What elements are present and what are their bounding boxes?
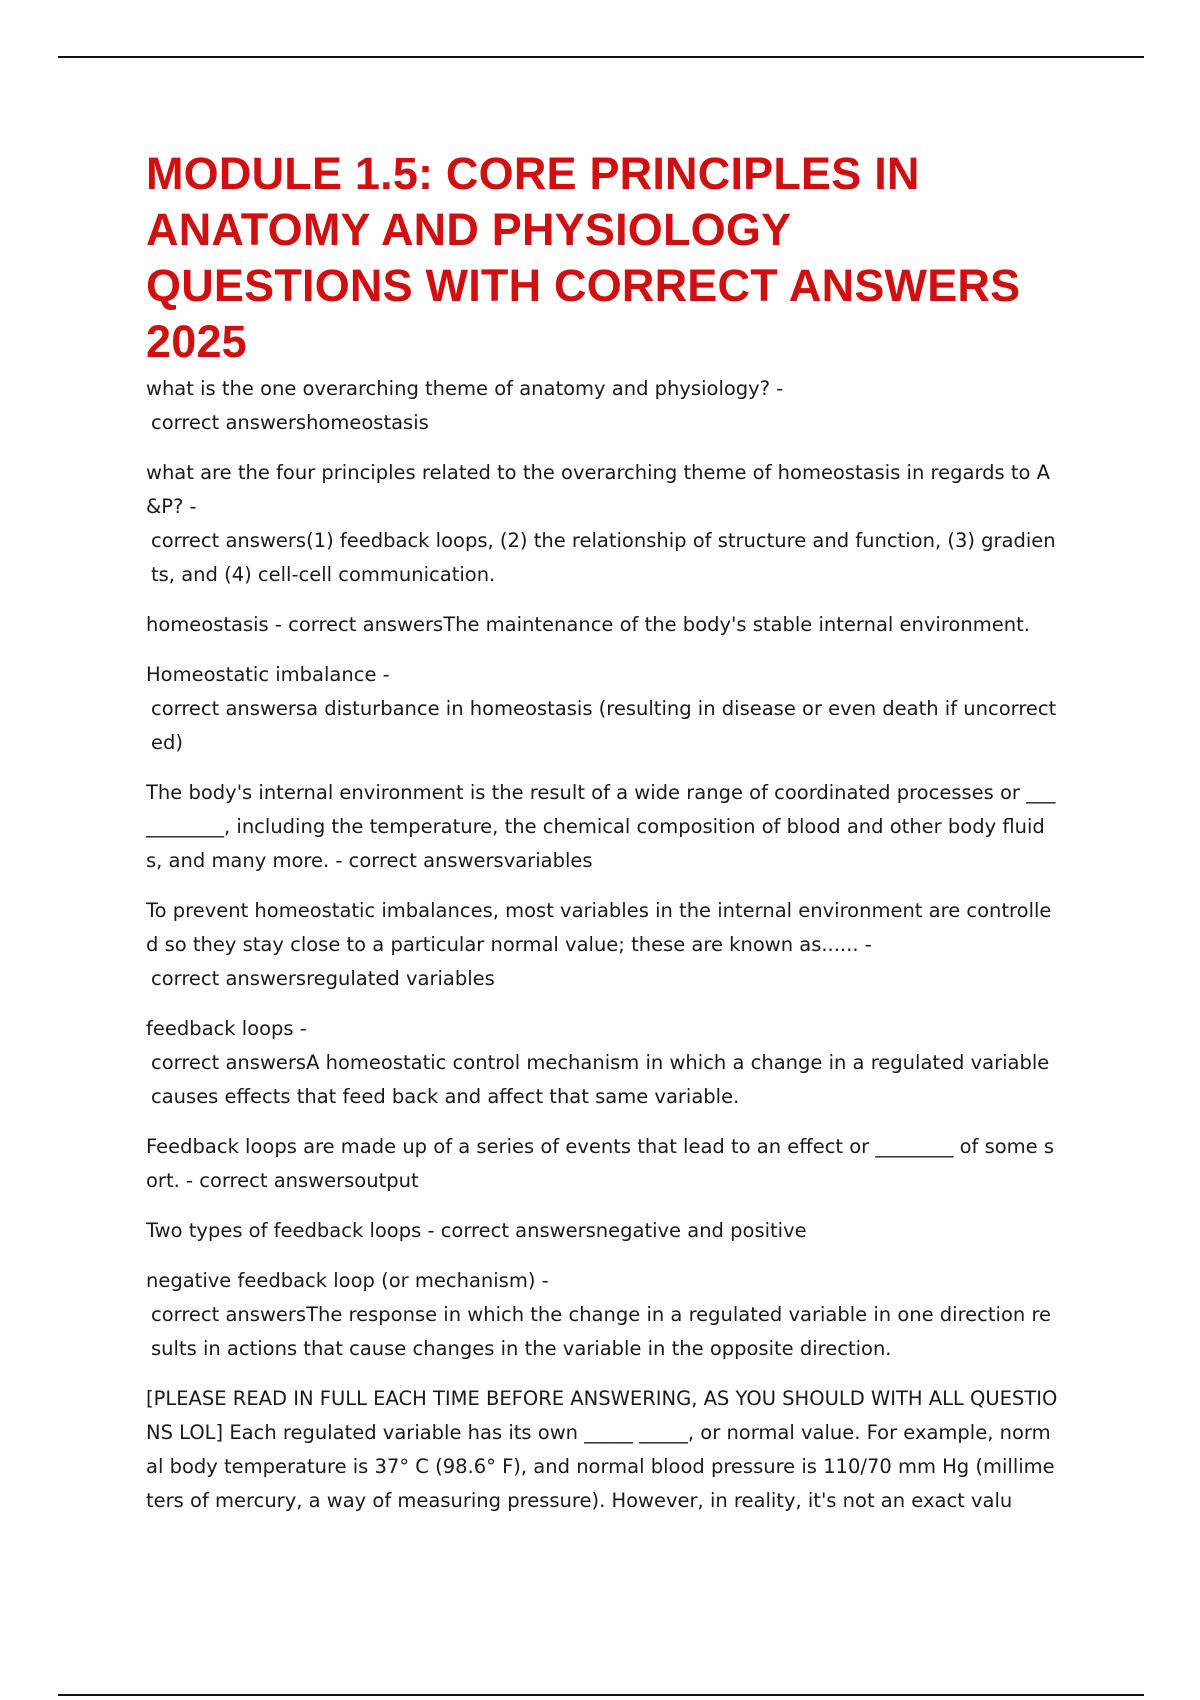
- qa-item: [146, 776, 1058, 878]
- header-rule: [58, 56, 1144, 58]
- question-text: Homeostatic imbalance -: [146, 663, 390, 686]
- question-text: Two types of feedback loops - correct answersnegative and positive: [146, 1219, 807, 1242]
- qa-item: [146, 894, 1058, 996]
- question-text: negative feedback loop (or mechanism) -: [146, 1269, 549, 1292]
- qa-item: [146, 456, 1058, 592]
- question-text: homeostasis - correct answersThe maintenance of the body's stable internal environment.: [146, 613, 1030, 636]
- answer-text: correct answersregulated variables: [151, 967, 495, 990]
- qa-item: [146, 1264, 1058, 1366]
- footer-rule: [58, 1694, 1144, 1696]
- answer-text: correct answersa disturbance in homeostasis (resulting in disease or even death if uncorrected): [151, 697, 1057, 754]
- question-text: To prevent homeostatic imbalances, most variables in the internal environment are controlled so they stay close to a particular normal value; these are known as...... -: [146, 899, 1052, 956]
- qa-item: [146, 1214, 1058, 1248]
- qa-item: [146, 1382, 1058, 1518]
- question-text: what is the one overarching theme of anatomy and physiology? -: [146, 377, 784, 400]
- qa-item: [146, 1012, 1058, 1114]
- question-text: Feedback loops are made up of a series of events that lead to an effect or ________ of some sort. - correct answersoutput: [146, 1135, 1055, 1192]
- answer-text: correct answers(1) feedback loops, (2) the relationship of structure and function, (3) gradients, and (4) cell-cell communication.: [151, 529, 1056, 586]
- question-text: [PLEASE READ IN FULL EACH TIME BEFORE ANSWERING, AS YOU SHOULD WITH ALL QUESTIONS LOL] Each regulated variable has its own _____ _____, or normal value. For example, normal body temperature is 37° C (98.6° F), and normal blood pressure is 110/70 mm Hg (millimeters of mercury, a way of measuring pressure). However, in reality, it's not an exact valu: [146, 1387, 1058, 1512]
- question-text: what are the four principles related to the overarching theme of homeostasis in regards to A &P? -: [146, 461, 1050, 518]
- question-text: feedback loops -: [146, 1017, 307, 1040]
- document-title: MODULE 1.5: CORE PRINCIPLES IN ANATOMY AND PHYSIOLOGY QUESTIONS WITH CORRECT ANSWERS 2025: [146, 148, 1021, 367]
- qa-item: [146, 372, 1058, 440]
- document-body: [146, 146, 1058, 1534]
- qa-item: [146, 658, 1058, 760]
- answer-text: correct answersA homeostatic control mechanism in which a change in a regulated variable causes effects that feed back and affect that same variable.: [151, 1051, 1050, 1108]
- question-text: The body's internal environment is the result of a wide range of coordinated processes or ___________, including the temperature, the chemical composition of blood and other body fluids, and many more. - correct answersvariables: [146, 781, 1056, 872]
- answer-text: correct answershomeostasis: [151, 411, 429, 434]
- qa-item: [146, 1130, 1058, 1198]
- answer-text: correct answersThe response in which the change in a regulated variable in one direction results in actions that cause changes in the variable in the opposite direction.: [151, 1303, 1052, 1360]
- qa-item: [146, 608, 1058, 642]
